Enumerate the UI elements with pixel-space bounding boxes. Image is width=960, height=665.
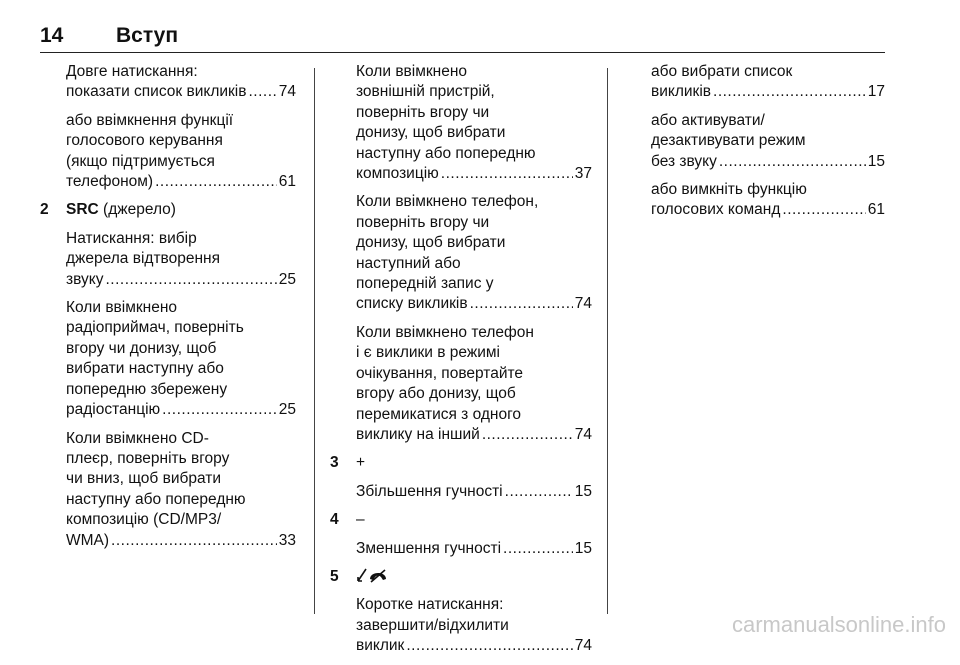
column-2 xyxy=(330,62,592,665)
paragraph-end-call: Коротке натискання: завершити/відхилити виклик ..... 74 xyxy=(330,595,592,656)
page-ref[interactable]: 74 xyxy=(278,83,296,101)
toc-line: радіостанцію ..... 25 xyxy=(66,400,296,420)
page-ref[interactable]: 25 xyxy=(278,401,296,419)
paragraph-call-waiting: Коли ввімкнено телефон і є виклики в режимі очікування, повертайте вгору або донизу, щоб перемикатися з одного виклику на інший ..... 74 xyxy=(330,323,592,445)
watermark: carmanualsonline.info xyxy=(731,612,946,637)
paragraph-long-press: Довге натискання: показати список викликів ..... 74 xyxy=(40,62,296,103)
page-ref[interactable]: 61 xyxy=(278,173,296,191)
page-ref[interactable]: 25 xyxy=(278,270,296,288)
toc-line: викликів ..... 17 xyxy=(651,82,885,102)
item-key-note: (джерело) xyxy=(103,201,176,219)
plus-icon: + xyxy=(356,454,366,472)
item-number: 2 xyxy=(40,201,49,219)
paragraph-call-list: або вибрати список викликів ..... 17 xyxy=(625,62,885,103)
toc-line: композицію ..... 37 xyxy=(356,164,592,184)
page-header xyxy=(40,18,885,53)
column-divider-1 xyxy=(314,68,315,614)
toc-line: без звуку ..... 15 xyxy=(651,152,885,172)
page-ref[interactable]: 33 xyxy=(278,531,296,549)
voice-hangup-icon xyxy=(356,568,390,585)
item-number: 5 xyxy=(330,567,339,585)
item-5 xyxy=(330,567,592,587)
paragraph-volume-down xyxy=(330,539,592,559)
page-ref[interactable]: 15 xyxy=(574,539,592,557)
toc-line: виклику на інший ..... 74 xyxy=(356,425,592,445)
page-number: 14 xyxy=(40,24,64,47)
paragraph-voice-commands: або вимкніть функцію голосових команд ..... 61 xyxy=(625,180,885,221)
item-4 xyxy=(330,510,592,530)
item-2 xyxy=(40,200,296,220)
paragraph-radio: Коли ввімкнено радіоприймач, поверніть вгору чи донизу, щоб вибрати наступну або попередню збережену радіостанцію ..... 25 xyxy=(40,298,296,420)
toc-line: виклик ..... 74 xyxy=(356,636,592,656)
page-ref[interactable]: 15 xyxy=(867,152,885,170)
column-divider-2 xyxy=(607,68,608,614)
toc-line: телефоном) ..... 61 xyxy=(66,172,296,192)
toc-line: WMA) ..... 33 xyxy=(66,531,296,551)
paragraph-mute: або активувати/ дезактивувати режим без звуку ..... 15 xyxy=(625,111,885,172)
paragraph-volume-up xyxy=(330,482,592,502)
page-ref[interactable]: 17 xyxy=(867,83,885,101)
page-ref[interactable]: 37 xyxy=(574,165,592,183)
item-number: 4 xyxy=(330,511,339,529)
column-3 xyxy=(625,62,885,229)
page-title: Вступ xyxy=(116,24,179,47)
page-ref[interactable]: 61 xyxy=(867,201,885,219)
toc-line: Збільшення гучності ..... 15 xyxy=(356,482,592,502)
paragraph-voice-control: або ввімкнення функції голосового керування (якщо підтримується телефоном) ..... 61 xyxy=(40,111,296,193)
minus-icon: – xyxy=(356,511,365,529)
column-1 xyxy=(40,62,296,559)
toc-line: голосових команд ..... 61 xyxy=(651,200,885,220)
page-ref[interactable]: 74 xyxy=(574,637,592,655)
item-3 xyxy=(330,453,592,473)
page-ref[interactable]: 74 xyxy=(574,295,592,313)
item-number: 3 xyxy=(330,454,339,472)
paragraph-cd: Коли ввімкнено CD- плеєр, поверніть вгору чи вниз, щоб вибрати наступну або попередню композицію (CD/MP3/ WMA) ..... 33 xyxy=(40,429,296,551)
page-ref[interactable]: 74 xyxy=(574,425,592,443)
item-key: SRC xyxy=(66,201,99,219)
paragraph-source-select: Натискання: вибір джерела відтворення звуку ..... 25 xyxy=(40,229,296,290)
toc-line: списку викликів ..... 74 xyxy=(356,294,592,314)
toc-line: звуку ..... 25 xyxy=(66,270,296,290)
toc-line: показати список викликів ..... 74 xyxy=(66,82,296,102)
toc-line: Зменшення гучності ..... 15 xyxy=(356,539,592,559)
paragraph-phone-list: Коли ввімкнено телефон, поверніть вгору чи донизу, щоб вибрати наступний або попередній запис у списку викликів ..... 74 xyxy=(330,192,592,314)
page-ref[interactable]: 15 xyxy=(574,482,592,500)
paragraph-external-device: Коли ввімкнено зовнішній пристрій, поверніть вгору чи донизу, щоб вибрати наступну або попередню композицію ..... 37 xyxy=(330,62,592,184)
